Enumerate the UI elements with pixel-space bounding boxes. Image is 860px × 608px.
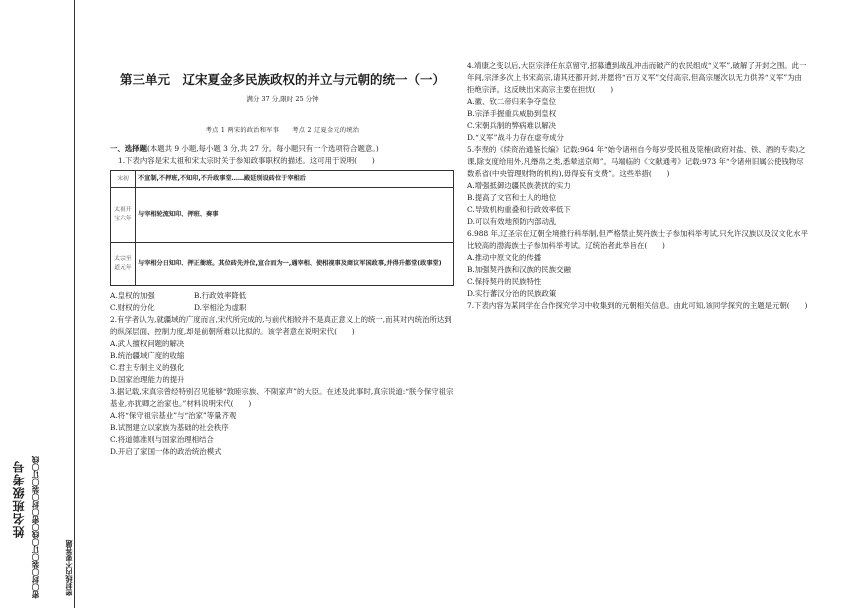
option-b[interactable]: B.试图建立以家族为基础的社会秩序 [110,423,229,432]
option-b[interactable]: B.加强契丹族和汉族的民族交融 [467,265,571,274]
question-4 [467,60,809,144]
option-b[interactable]: B.提高了文官和士人的地位 [467,193,557,202]
page-title: 第三单元 辽宋夏金多民族政权的并立与元朝的统一（一） [119,72,445,87]
option-c[interactable]: C.宋朝兵制的弊病难以解决 [467,121,557,130]
section-heading-bold: 一、选择题 [110,144,147,153]
question-5 [467,144,809,228]
option-c[interactable]: C.君主专制主义的强化 [110,363,185,372]
option-d[interactable]: D.开启了家国一体的政治统治模式 [110,447,222,456]
option-b[interactable]: B.宗泽手握重兵威胁到皇权 [467,109,557,118]
option-row [110,290,455,302]
option-d[interactable]: D.可以有效地预防内部动乱 [467,217,557,226]
binding-line [74,0,75,608]
table-cell-text: 与宰相分日知印、押正衙班。其位砖先并位,宣合而为一,遇宰相、使相视事及商议军国政事,并得升都堂(政事堂) [136,243,454,286]
option-b[interactable]: B.行政效率降低 [194,291,247,300]
question-stem: 1.下表内容是宋太祖和宋太宗时关于参知政事职权的描述。这可用于说明( ) [118,156,375,165]
table-cell-era: 太宗至道元年 [111,243,136,286]
question-stem: 2.有学者认为,就疆域的广度而言,宋代所完成的,与前代相较并不是真正意义上的统一,而其对内统治所达到的纵深层面、控制力度,却是前朝所难以比拟的。该学者意在说明宋代( ) [110,315,452,336]
question-3 [110,386,455,458]
question-1 [110,155,455,314]
option-d[interactable]: D.“义军”战斗力存在虚夸成分 [467,133,564,142]
section-heading-rest: (本题共 9 小题,每小题 3 分,共 27 分。每小题只有一个选项符合题意。) [146,144,379,153]
option-d[interactable]: D.宰相沦为虚职 [194,303,247,312]
table-cell-text: 不宣制,不押班,不知印,不升政事堂……殿廷别设砖位于宰相后 [136,171,454,188]
section-heading [110,143,455,155]
option-c[interactable]: C.保持契丹的民族特性 [467,277,542,286]
table-row [111,171,454,188]
option-a[interactable]: A.武人擅权问题的解决 [110,339,185,348]
option-d[interactable]: D.实行蕃汉分治的民族政策 [467,289,557,298]
binding-margin [0,0,80,608]
question-2 [110,314,455,386]
option-c[interactable]: C.导致机构重叠和行政效率低下 [467,205,571,214]
question-7 [467,300,809,312]
option-d[interactable]: D.国家治理能力的提升 [110,375,185,384]
page-subtitle: 满分 37 分,限时 25 分钟 [246,95,319,103]
table-cell-era: 宋初 [111,171,136,188]
topics-line: 考点 1 两宋的政治和军事 考点 2 辽夏金元的统治 [205,127,360,134]
question-stem: 7.下表内容为某同学在合作探究学习中收集到的元朝相关信息。由此可知,该同学探究的主题是元朝( ) [467,301,808,310]
table-row [111,243,454,286]
question-stem: 6.988 年,辽圣宗在辽朝全境推行科举制,但严格禁止契丹族士子参加科举考试,只允许汉族以及汉文化水平比较高的渤海族士子参加科举考试。辽统治者此举旨在( ) [467,229,808,250]
option-a[interactable]: A.增强抵御边疆民族袭扰的实力 [467,181,571,190]
question-stem: 3.据记载,宋真宗曾经特别召见能够“敦睦宗族、不陨家声”的大臣。在述及此事时,真宗说道:“朕今保守祖宗基业,亦犹卿之治家也。”材料说明宋代( ) [110,387,454,408]
seal-warning: 密封线内不要答题 [65,540,73,596]
seal-line-text: 密〇封〇装〇订〇线〇密〇封〇装〇订〇线 [31,456,40,599]
option-b[interactable]: B.统治疆域广度的收缩 [110,351,185,360]
option-a[interactable]: A.将“保守祖宗基业”与“治家”等量齐观 [110,411,237,420]
option-a[interactable]: A.皇权的加强 [110,291,155,300]
table-cell-text: 与宰相轮流知印、押班、奏事 [136,188,454,243]
option-a[interactable]: A.徽、钦二帝归来争夺皇位 [467,97,556,106]
question-1-table [110,170,454,286]
student-info-label: 姓名班级考号 [12,460,26,538]
question-stem: 5.李焘的《续资治通鉴长编》记载:964 年“始令诸州自今每岁受民租及筦榷(政府对盐、铁、酒的专卖)之课,除支度给用外,凡缗帛之类,悉辇送京师”。马端临的《文献通考》记载:973 年“令诸州旧属公使钱物尽数系省(中央管理财物的机构),毋得妄有支费”。这些举措( ) [467,145,806,178]
right-column [467,60,809,312]
left-column [110,60,455,458]
question-6 [467,228,809,300]
table-cell-era: 太祖开宝六年 [111,188,136,243]
option-a[interactable]: A.推动中原文化的传播 [467,253,542,262]
question-stem: 4.靖康之变以后,大臣宗泽任东京留守,招募遭到战乱冲击而破产的农民组成“义军”,破解了开封之围。此一年间,宗泽多次上书宋高宗,请其还都开封,并愿将“百万义军”交付高宗,但高宗屡次以无力供养“义军”为由拒绝宗泽。这反映出宋高宗主要在担忧( ) [467,61,807,94]
table-row [111,188,454,243]
option-row [110,302,455,314]
option-c[interactable]: C.财权的分化 [110,303,155,312]
option-c[interactable]: C.将道德准则与国家治理相结合 [110,435,214,444]
